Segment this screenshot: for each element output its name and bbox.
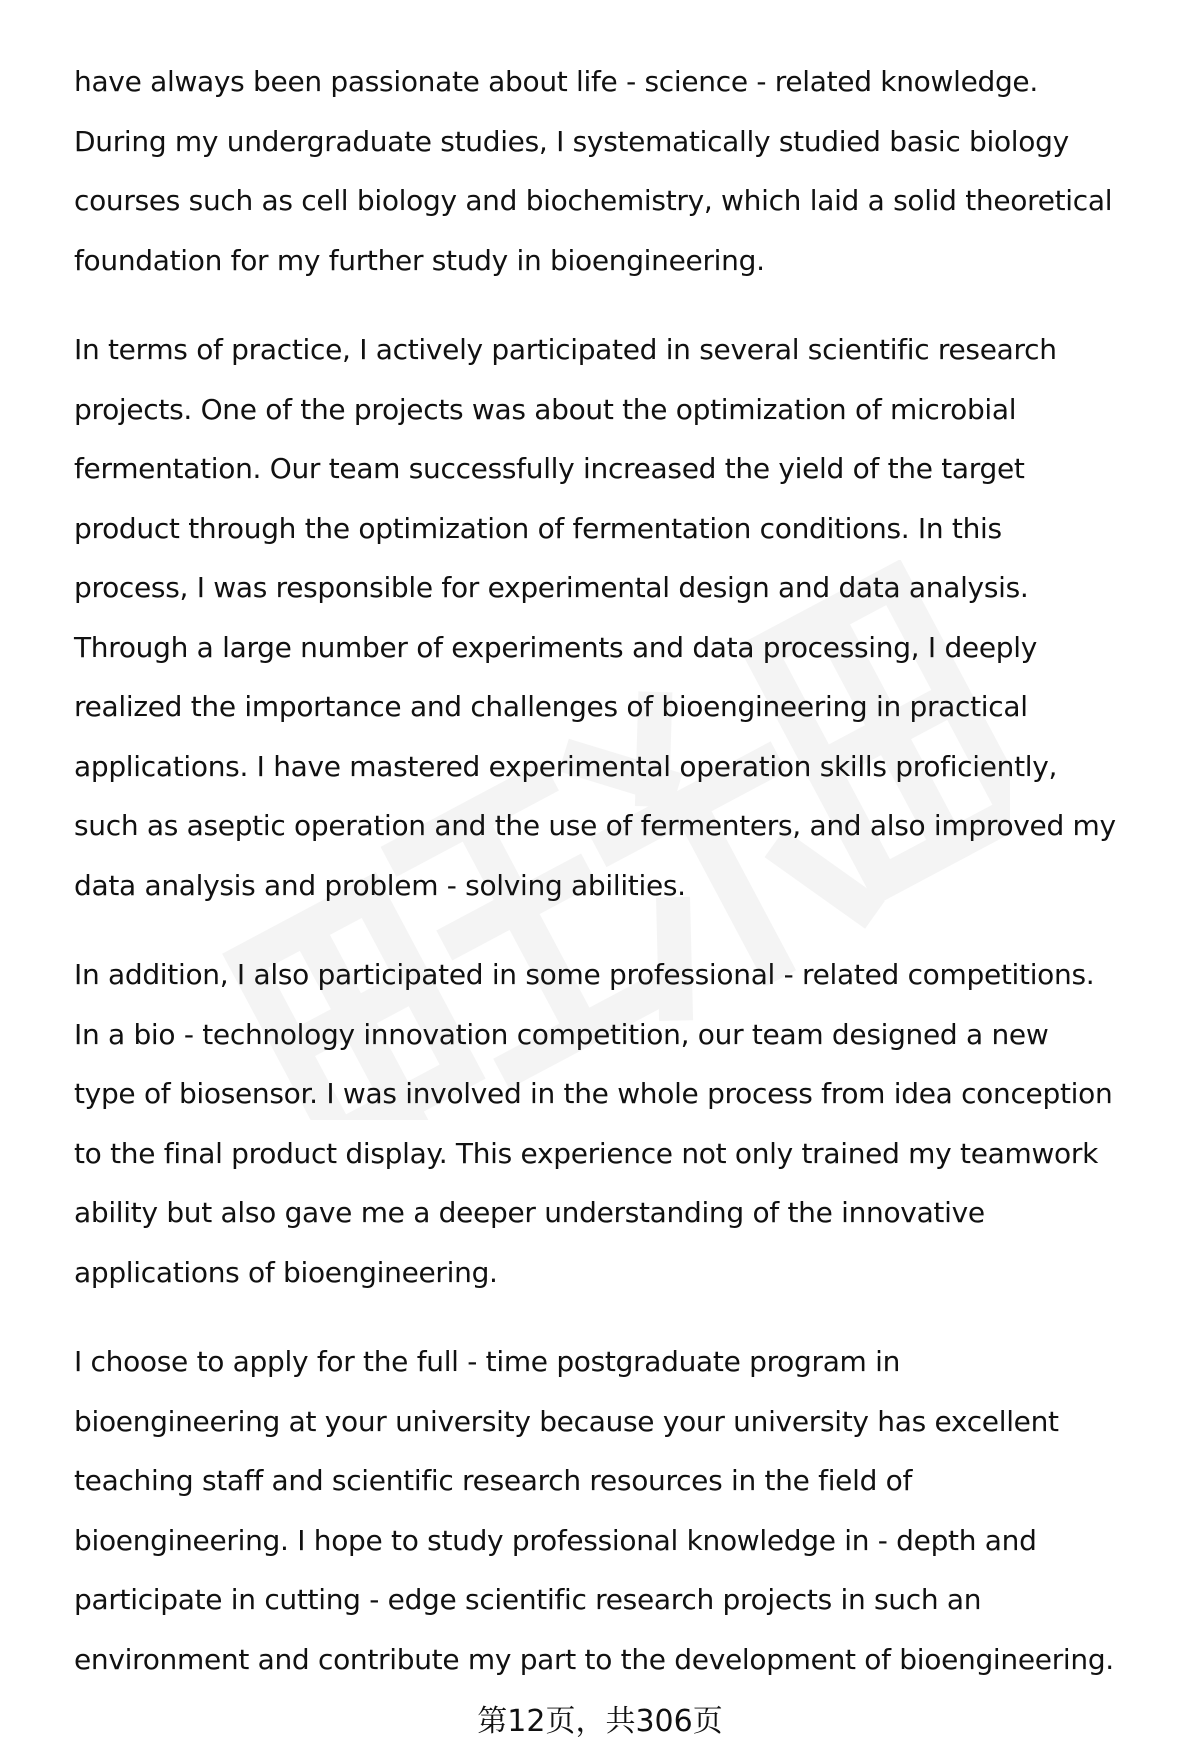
paragraph-2 — [74, 320, 1164, 915]
text-line: data analysis and problem - solving abilities. — [74, 868, 686, 902]
text-line: process, I was responsible for experimental design and data analysis. — [74, 571, 1029, 604]
text-line: product through the optimization of fermentation conditions. In this — [74, 511, 1002, 545]
text-line: bioengineering at your university because your university has excellent — [74, 1404, 1059, 1438]
text-line: applications of bioengineering. — [74, 1255, 498, 1289]
text-line: realized the importance and challenges of bioengineering in practical — [74, 690, 1028, 723]
text-line: In addition, I also participated in some professional - related competitions. — [74, 958, 1095, 991]
text-line: participate in cutting - edge scientific research projects in such an — [74, 1583, 982, 1616]
text-line: Through a large number of experiments and data processing, I deeply — [74, 630, 1037, 664]
text-line: foundation for my further study in bioengineering. — [74, 243, 765, 277]
text-line: applications. I have mastered experimental operation skills proficiently, — [74, 749, 1058, 783]
text-line: fermentation. Our team successfully increased the yield of the target — [74, 452, 1025, 485]
text-line: I choose to apply for the full - time postgraduate program in — [74, 1345, 901, 1378]
paragraph-4 — [74, 1332, 1164, 1689]
text-line: In a bio - technology innovation competition, our team designed a new — [74, 1017, 1049, 1051]
text-line: bioengineering. I hope to study professional knowledge in - depth and — [74, 1523, 1037, 1557]
text-line: courses such as cell biology and biochemistry, which laid a solid theoretical — [74, 184, 1113, 217]
document-body — [74, 52, 1164, 1719]
paragraph-3 — [74, 945, 1164, 1302]
text-line: type of biosensor. I was involved in the whole process from idea conception — [74, 1077, 1113, 1110]
paragraph-1 — [74, 52, 1164, 290]
text-line: teaching staff and scientific research resources in the field of — [74, 1464, 913, 1497]
text-line: environment and contribute my part to the development of bioengineering. — [74, 1642, 1114, 1676]
text-line: In terms of practice, I actively participated in several scientific research — [74, 333, 1057, 366]
text-line: ability but also gave me a deeper understanding of the innovative — [74, 1196, 985, 1229]
text-line: to the final product display. This experience not only trained my teamwork — [74, 1136, 1099, 1170]
text-line: projects. One of the projects was about the optimization of microbial — [74, 392, 1017, 426]
text-line: During my undergraduate studies, I systematically studied basic biology — [74, 124, 1069, 158]
text-line: such as aseptic operation and the use of fermenters, and also improved my — [74, 809, 1116, 842]
text-line: have always been passionate about life - science - related knowledge. — [74, 65, 1038, 98]
page-number: 第12页，共306页 — [477, 1704, 723, 1739]
